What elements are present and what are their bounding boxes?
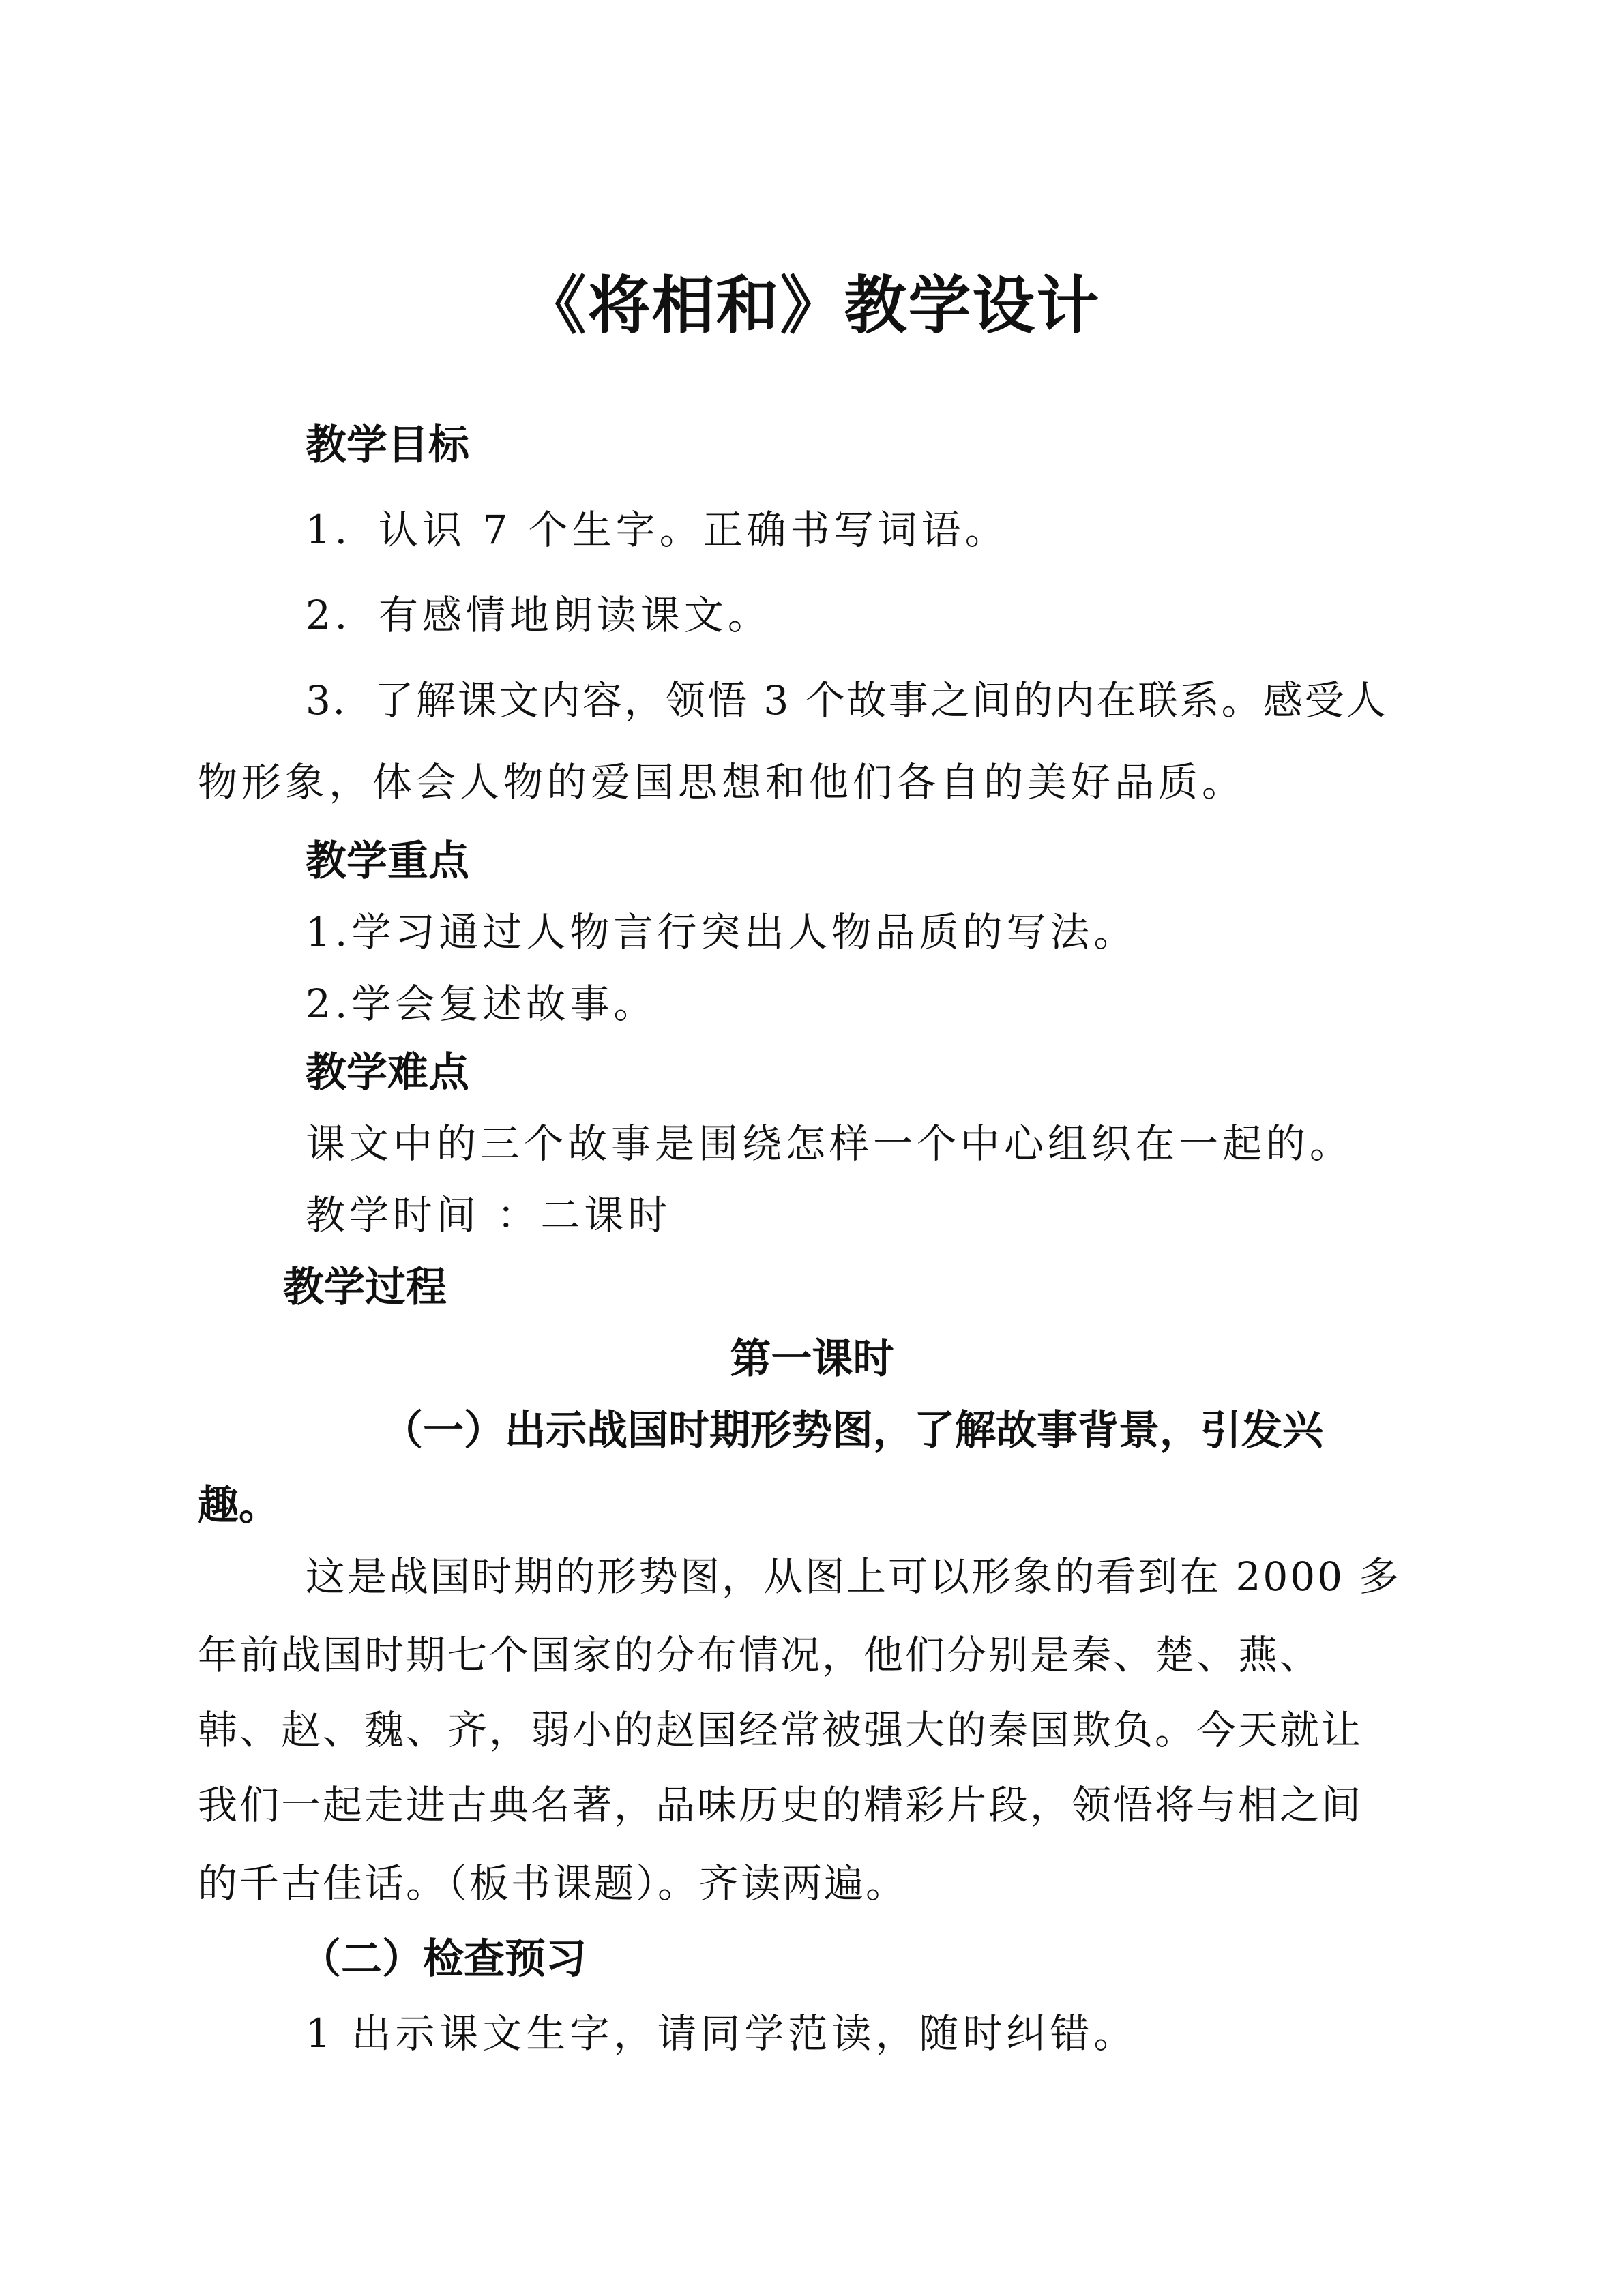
objective-item-1: 1．认识 7 个生字。正确书写词语。 — [306, 507, 1009, 553]
key-point-item-1: 1.学习通过人物言行突出人物品质的写法。 — [306, 909, 1138, 955]
difficulty-text: 课文中的三个故事是围绕怎样一个中心组织在一起的。 — [306, 1120, 1354, 1167]
paragraph-line-3: 韩、赵、魏、齐，弱小的赵国经常被强大的秦国欺负。今天就让 — [198, 1707, 1363, 1753]
objective-item-2: 2．有感情地朗读课文。 — [306, 592, 771, 638]
key-point-item-2: 2.学会复述故事。 — [306, 981, 658, 1027]
document-title: 《将相和》教学设计 — [523, 269, 1101, 342]
section-2-item-1: 1 出示课文生字，请同学范读，随时纠错。 — [306, 2010, 1138, 2057]
paragraph-line-2: 年前战国时期七个国家的分布情况，他们分别是秦、楚、燕、 — [198, 1632, 1322, 1678]
key-points-heading: 教学重点 — [306, 837, 469, 885]
paragraph-line-4: 我们一起走进古典名著，品味历史的精彩片段，领悟将与相之间 — [198, 1782, 1363, 1828]
teaching-time: 教学时间 ：二课时 — [306, 1192, 672, 1238]
objectives-heading: 教学目标 — [306, 421, 469, 469]
lesson-title: 第一课时 — [730, 1335, 894, 1383]
objective-item-3-line-2: 物形象，体会人物的爱国思想和他们各自的美好品质。 — [198, 759, 1246, 805]
section-2-heading: （二）检查预习 — [300, 1935, 587, 1983]
section-1-heading-line-1: （一）出示战国时期形势图，了解故事背景，引发兴 — [382, 1407, 1323, 1455]
section-1-heading-line-2: 趣。 — [198, 1482, 280, 1530]
paragraph-line-5: 的千古佳话。（板书课题）。齐读两遍。 — [198, 1860, 908, 1907]
process-heading: 教学过程 — [283, 1264, 447, 1311]
difficulty-heading: 教学难点 — [306, 1049, 469, 1097]
paragraph-line-1: 这是战国时期的形势图，从图上可以形象的看到在 2000 多 — [306, 1553, 1401, 1600]
objective-item-3-line-1: 3．了解课文内容，领悟 3 个故事之间的内在联系。感受人 — [306, 677, 1388, 724]
